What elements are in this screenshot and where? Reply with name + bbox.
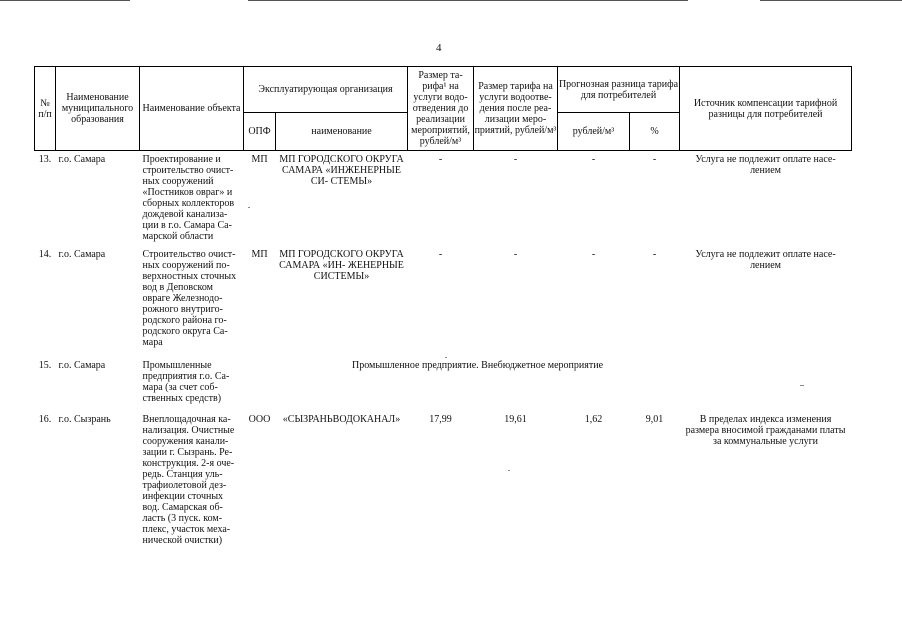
row-municipality: г.о. Самара: [58, 248, 106, 260]
table-row: [35, 151, 852, 246]
table-row: [35, 357, 852, 411]
header-tariff-before: Размер та- рифа¹ на услуги водо- отведения до реализации мероприятий, рублей/м³: [408, 67, 474, 151]
row-municipality: г.о. Самара: [58, 359, 106, 371]
row-num: 15.: [38, 359, 52, 371]
header-opf: ОПФ: [244, 113, 276, 151]
row-object: Строительство очист- ных сооружений по- верхностных сточных вод в Деповском овраге Железнодо- рожного внутриго- родского района го- родского округа Са- мара: [142, 248, 237, 348]
row-num: 16.: [38, 413, 52, 425]
header-tariff-after: Размер тарифа на услуги водоотве- дения после реа- лизации меро- приятий, рублей/м³: [474, 67, 558, 151]
header-operator: Эксплуатирующая организация: [244, 67, 408, 113]
page-number: 4: [436, 42, 442, 54]
row-municipality: г.о. Сызрань: [58, 413, 111, 425]
header-forecast: Прогнозная разница тарифа для потребителей: [558, 67, 680, 113]
row-diff-rub: -: [591, 248, 596, 260]
row-tariff-after: -: [513, 248, 518, 260]
table-row: [35, 411, 852, 561]
header-source: Источник компенсации тарифной разницы для потребителей: [680, 67, 852, 151]
row-num: 13.: [38, 154, 52, 165]
row-source: Услуга не подлежит оплате насе- лением: [695, 248, 836, 271]
row-opf: МП: [251, 248, 268, 260]
row-object: Промышленные предприятия г.о. Са- мара (за счет соб- ственных средств): [142, 359, 230, 404]
header-rub: рублей/м³: [558, 113, 630, 151]
row-source: Услуга не подлежит оплате насе- лением: [695, 154, 836, 176]
row-diff-rub: 1,62: [584, 413, 603, 425]
row-note: Промышленное предприятие. Внебюджетное мероприятие: [352, 359, 604, 371]
row-operator-name: МП ГОРОДСКОГО ОКРУГА САМАРА «ИН- ЖЕНЕРНЫЕ СИСТЕМЫ»: [279, 248, 404, 282]
row-object: Внеплощадочная ка- нализация. Очистные сооружения канали- зации г. Сызрань. Ре- конструкция. 2-я оче- редь. Станция уль- трафиолетовой дез- инфекции сточных вод. Самарская об- ласть (3 пуск. ком- плекс, участок меха- нической очистки): [142, 413, 235, 546]
row-operator-name: «СЫЗРАНЬВОДОКАНАЛ»: [282, 413, 401, 425]
scan-speck: [508, 470, 510, 471]
row-diff-pct: 9,01: [645, 413, 664, 425]
row-tariff-before: 17,99: [429, 413, 452, 425]
header-municipality: Наименование муниципального образования: [56, 67, 140, 151]
table-row: [35, 246, 852, 357]
row-tariff-before: -: [438, 248, 443, 260]
header-object: Наименование объекта: [140, 67, 244, 151]
scan-speck: [248, 207, 250, 208]
row-tariff-after: 19,61: [504, 413, 527, 425]
row-diff-pct: -: [652, 248, 657, 260]
row-tariff-after: -: [513, 154, 518, 165]
row-opf: МП: [251, 154, 268, 165]
row-object: Проектирование и строительство очист- ных сооружений «Постников овраг» и сборных коллекторов дождевой канализа- ции в г.о. Самара Са- марской области: [142, 154, 235, 242]
row-source: В пределах индекса изменения размера вносимой гражданами платы за коммунальные услуги: [685, 413, 846, 447]
tariff-table: [34, 66, 852, 561]
row-diff-rub: -: [591, 154, 596, 165]
header-pct: %: [630, 113, 680, 151]
scan-speck: [800, 385, 804, 386]
row-opf: ООО: [248, 413, 271, 425]
scan-top-edge: [0, 0, 902, 4]
row-municipality: г.о. Самара: [58, 154, 106, 165]
row-diff-pct: -: [652, 154, 657, 165]
scan-speck: [445, 357, 447, 358]
row-tariff-before: -: [438, 154, 443, 165]
header-num: № п/п: [35, 67, 56, 151]
row-num: 14.: [38, 248, 52, 260]
header-name: наименование: [276, 113, 408, 151]
row-operator-name: МП ГОРОДСКОГО ОКРУГА САМАРА «ИНЖЕНЕРНЫЕ СИ- СТЕМЫ»: [279, 154, 404, 187]
